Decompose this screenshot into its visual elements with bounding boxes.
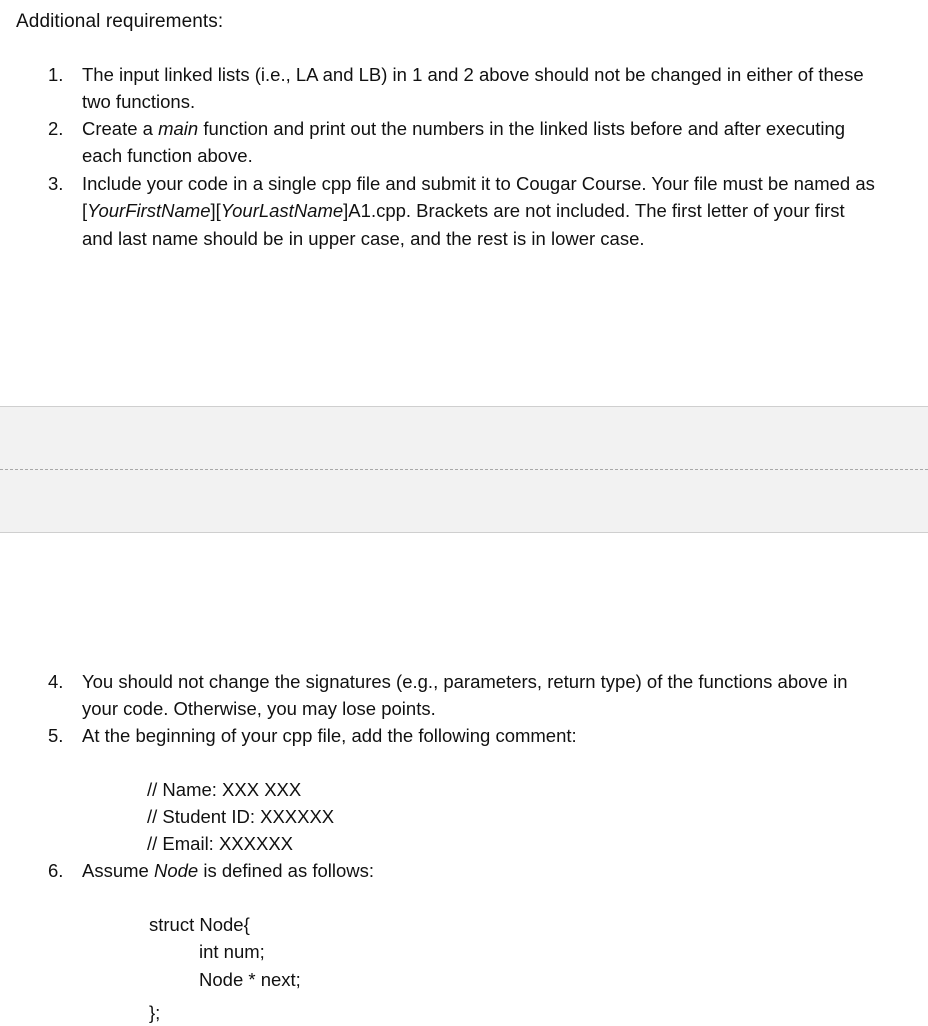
struct-definition — [149, 911, 301, 1026]
comment-template — [147, 776, 334, 857]
page-break-area — [0, 406, 928, 533]
requirement-item-5 — [48, 722, 878, 749]
item-text: The input linked lists (i.e., LA and LB) in 1 and 2 above should not be changed in either of these two functions. — [82, 64, 864, 113]
item-number: 6. — [48, 860, 64, 881]
emphasis-first-name: YourFirstName — [87, 200, 211, 222]
item-text: Assume Node is defined as follows: — [82, 860, 375, 881]
section-heading: Additional requirements: — [16, 11, 224, 32]
requirement-item-4 — [48, 668, 878, 723]
item-text: Create a main function and print out the numbers in the linked lists before and after executing each function above. — [82, 118, 846, 167]
emphasis-last-name: YourLastName — [220, 200, 344, 222]
emphasis-main: main — [158, 118, 199, 139]
item-number: 1. — [48, 64, 64, 85]
requirement-item-1 — [48, 61, 878, 116]
struct-field-num: int num; — [199, 941, 265, 963]
item-text: At the beginning of your cpp file, add the following comment: — [82, 725, 577, 746]
item-number: 2. — [48, 118, 64, 139]
item-text: You should not change the signatures (e.g., parameters, return type) of the functions above in your code. Otherwise, you may lose points. — [82, 671, 848, 720]
page-break-divider — [0, 469, 928, 470]
struct-field-next: Node * next; — [199, 968, 301, 990]
emphasis-node: Node — [153, 860, 199, 881]
requirement-item-6 — [48, 857, 878, 884]
item-number: 3. — [48, 173, 64, 194]
comment-line-email: // Email: XXXXXX — [147, 833, 293, 854]
struct-close-line: }; — [149, 1001, 161, 1023]
item-number: 5. — [48, 725, 64, 746]
requirement-item-3 — [48, 170, 878, 252]
requirement-item-2 — [48, 115, 878, 170]
comment-line-student-id: // Student ID: XXXXXX — [147, 806, 335, 827]
comment-line-name: // Name: XXX XXX — [147, 779, 302, 800]
item-number: 4. — [48, 671, 64, 692]
struct-open-line: struct Node{ — [149, 914, 250, 935]
item-text: Include your code in a single cpp file and submit it to Cougar Course. Your file must be named as [YourFirstName][YourLastName]A1.cpp. Brackets are not included. The first letter of your first and last name should be in upper case, and the rest is in lower case. — [82, 173, 875, 249]
